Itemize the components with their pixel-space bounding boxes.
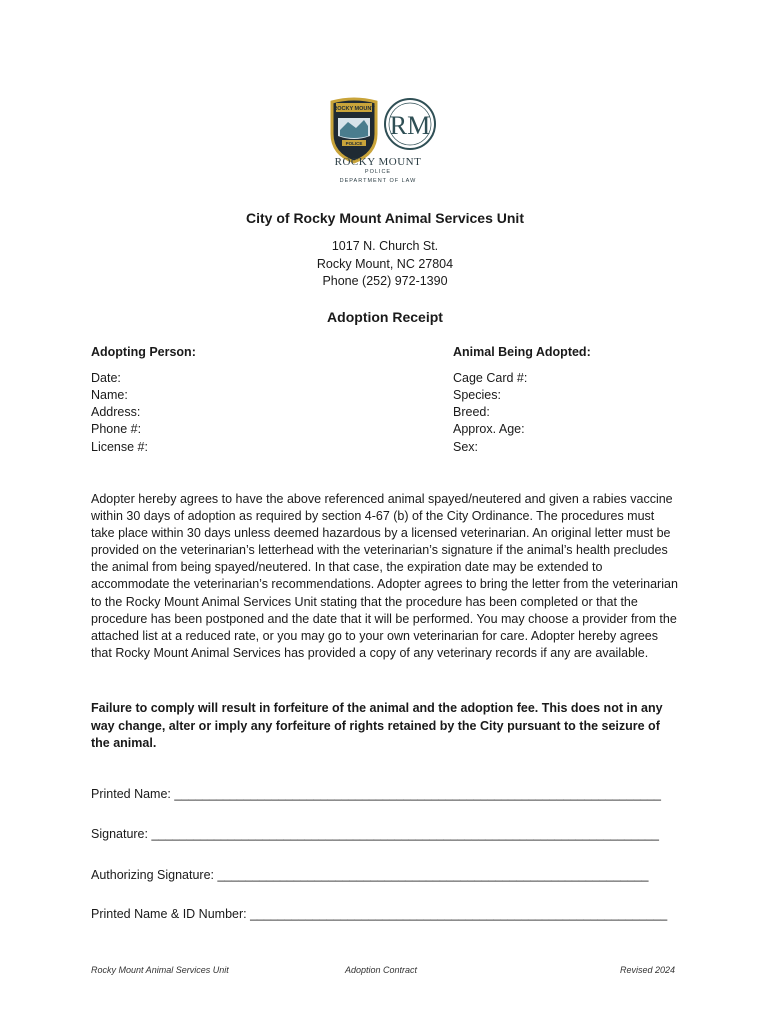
badge-bottom-text: POLICE	[345, 141, 363, 146]
forfeiture-warning: Failure to comply will result in forfeiture of the animal and the adoption fee. This does not in any way change, alter or imply any forfeiture of rights retained by the City pursuant to the seizure of the animal.	[91, 701, 663, 750]
badge-top-text: ROCKY MOUNT	[333, 106, 375, 112]
field-cage-card-label: Cage Card #:	[453, 371, 528, 385]
printed-name-id-line[interactable]: Printed Name & ID Number: ____________________________________________________________	[91, 907, 668, 921]
logo-department-line: DEPARTMENT OF LAW	[339, 178, 417, 184]
printed-name-line[interactable]: Printed Name: ______________________________________________________________________	[91, 787, 662, 801]
address-line-2: Rocky Mount, NC 27804	[316, 257, 454, 271]
authorizing-signature-line[interactable]: Authorizing Signature: ______________________________________________________________	[91, 868, 649, 882]
animal-heading: Animal Being Adopted:	[453, 345, 591, 359]
phone-number: Phone (252) 972-1390	[322, 274, 448, 288]
monogram-text: RM	[389, 111, 431, 140]
field-name-label: Name:	[91, 388, 128, 402]
signature-line[interactable]: Signature: _________________________________________________________________________	[91, 827, 659, 841]
field-date-label: Date:	[91, 371, 121, 385]
field-age-label: Approx. Age:	[453, 422, 525, 436]
logo-name: ROCKY MOUNT	[334, 156, 422, 168]
field-species-label: Species:	[453, 388, 501, 402]
field-address-label: Address:	[91, 405, 141, 419]
footer-left: Rocky Mount Animal Services Unit	[91, 965, 229, 975]
logo-text-block	[318, 156, 438, 186]
page-title: City of Rocky Mount Animal Services Unit	[246, 210, 524, 226]
field-breed-label: Breed:	[453, 405, 490, 419]
receipt-title: Adoption Receipt	[327, 309, 443, 325]
field-sex-label: Sex:	[453, 440, 479, 454]
field-phone-label: Phone #:	[91, 422, 142, 436]
adopting-person-heading: Adopting Person:	[91, 345, 196, 359]
footer-center: Adoption Contract	[345, 965, 418, 975]
footer-right: Revised 2024	[620, 965, 676, 975]
field-license-label: License #:	[91, 440, 148, 454]
address-line-1: 1017 N. Church St.	[331, 239, 439, 253]
logo-subtitle: POLICE	[364, 169, 392, 175]
agreement-paragraph: Adopter hereby agrees to have the above referenced animal spayed/neutered and given a rabies vaccine within 30 days of adoption as required by section 4-67 (b) of the City Ordinance. The procedures must take place within 30 days unless deemed hazardous by a licensed veterinarian. An original letter must be provided on the veterinarian’s letterhead with the veterinarian’s signature if the animal’s health precludes the animal from being spayed/neutered. In that case, the expiration date may be extended to accommodate the veterinarian’s recommendations. Adopter agrees to bring the letter from the veterinarian to the Rocky Mount Animal Services Unit stating that the procedure has been completed or that the procedure has been postponed and the date that it will be performed. You may choose a provider from the attached list at a reduced rate, or you may go to your own veterinarian for care. Adopter hereby agrees that Rocky Mount Animal Services has provided a copy of any veterinary records if any are available.	[91, 492, 678, 660]
